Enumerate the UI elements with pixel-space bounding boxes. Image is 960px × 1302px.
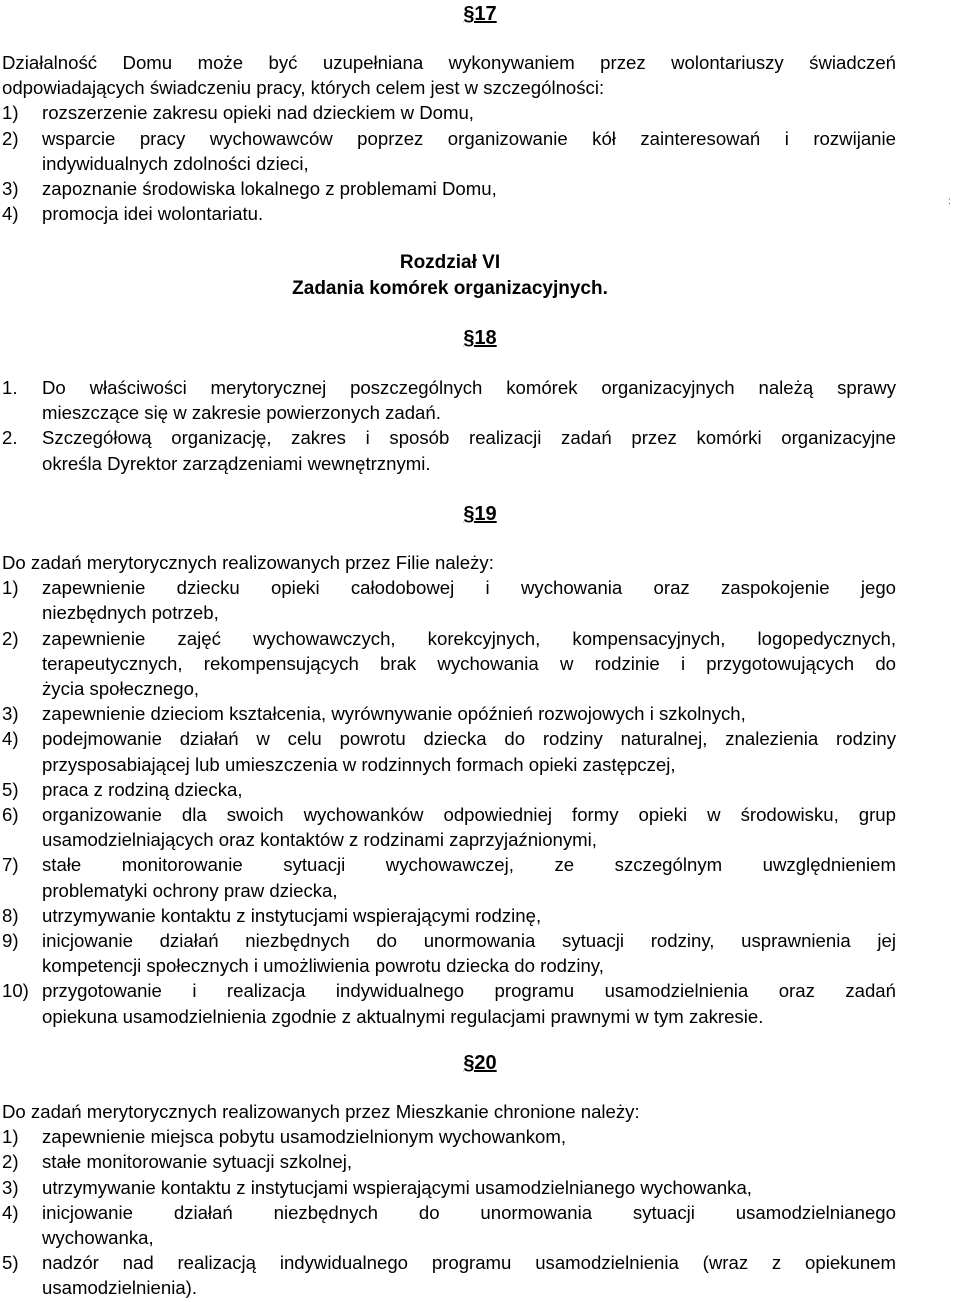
section-19-intro: Do zadań merytorycznych realizowanych przez Filie należy: xyxy=(2,552,494,573)
list-item-number: 2) xyxy=(2,627,19,649)
list-item-line: niezbędnych potrzeb, xyxy=(42,602,219,624)
list-item-line: problematyki ochrony praw dziecka, xyxy=(42,879,338,901)
list-item-text xyxy=(42,1124,896,1149)
list-item xyxy=(2,425,896,475)
list-item xyxy=(2,777,896,802)
list-item-number: 2) xyxy=(2,1151,19,1173)
list-item xyxy=(2,1149,896,1174)
list-item xyxy=(2,1175,896,1200)
section-19-number: §19 xyxy=(463,503,497,525)
list-item-line: wychowanka, xyxy=(42,1227,154,1249)
stray-mark: : xyxy=(948,196,951,207)
list-item-line: usamodzielniających oraz kontaktów z rodzinami zaprzyjaźnionymi, xyxy=(42,829,597,851)
list-item-number: 4) xyxy=(2,728,19,750)
list-item-text xyxy=(42,903,896,928)
list-item-text xyxy=(42,802,896,852)
list-item-line: promocja idei wolontariatu. xyxy=(42,203,264,225)
section-20-intro: Do zadań merytorycznych realizowanych przez Mieszkanie chronione należy: xyxy=(2,1101,640,1122)
list-item-line: zapewnienie zajęć wychowawczych, korekcyjnych, kompensacyjnych, logopedycznych, xyxy=(42,627,896,649)
list-item-line: przygotowanie i realizacja indywidualnego programu usamodzielnienia oraz zadań xyxy=(42,980,896,1002)
list-item-number: 5) xyxy=(2,778,19,800)
list-item-line: inicjowanie działań niezbędnych do unormowania sytuacji usamodzielnianego xyxy=(42,1201,896,1223)
list-item-text xyxy=(42,1175,896,1200)
section-17-intro-line-1: Działalność Domu może być uzupełniana wykonywaniem przez wolontariuszy świadczeń xyxy=(2,52,896,73)
list-item xyxy=(2,852,896,902)
list-item-number: 3) xyxy=(2,178,19,200)
section-18-body xyxy=(2,375,896,476)
list-item-text xyxy=(42,852,896,902)
list-item-number: 10) xyxy=(2,980,29,1002)
list-item-text xyxy=(42,100,896,125)
section-20-heading xyxy=(0,1051,960,1075)
list-item xyxy=(2,928,896,978)
list-item xyxy=(2,726,896,776)
section-19-heading xyxy=(0,502,960,526)
section-19-body xyxy=(2,550,896,1029)
list-item-line: inicjowanie działań niezbędnych do unormowania sytuacji rodziny, usprawnienia jej xyxy=(42,930,896,952)
list-item-text xyxy=(42,201,896,226)
list-item-line: nadzór nad realizacją indywidualnego programu usamodzielnienia (wraz z opiekunem xyxy=(42,1252,896,1274)
list-item-number: 4) xyxy=(2,203,19,225)
list-item xyxy=(2,1124,896,1149)
list-item-line: kompetencji społecznych i umożliwienia powrotu dziecka do rodziny, xyxy=(42,955,604,977)
list-item-line: zapewnienie dzieciom kształcenia, wyrównywanie opóźnień rozwojowych i szkolnych, xyxy=(42,703,746,725)
list-item-number: 3) xyxy=(2,1176,19,1198)
list-item-text xyxy=(42,375,896,425)
section-18-number: §18 xyxy=(463,327,497,349)
list-item xyxy=(2,626,896,702)
list-item-text xyxy=(42,701,896,726)
list-item xyxy=(2,903,896,928)
list-item-line: organizowanie dla swoich wychowanków odpowiedniej formy opieki w środowisku, grup xyxy=(42,804,896,826)
list-item-line: zapewnienie miejsca pobytu usamodzielnionym wychowankom, xyxy=(42,1126,566,1148)
list-item-line: terapeutycznych, rekompensujących brak wychowania w rodzinie i przygotowujących do xyxy=(42,652,896,674)
section-17-heading xyxy=(0,2,960,26)
list-item-number: 9) xyxy=(2,930,19,952)
list-item-number: 7) xyxy=(2,854,19,876)
list-item xyxy=(2,1200,896,1250)
list-item-line: stałe monitorowanie sytuacji szkolnej, xyxy=(42,1151,353,1173)
section-17-list xyxy=(2,100,896,226)
list-item-number: 4) xyxy=(2,1201,19,1223)
list-item xyxy=(2,100,896,125)
list-item xyxy=(2,575,896,625)
list-item-line: życia społecznego, xyxy=(42,678,200,700)
list-item-line: określa Dyrektor zarządzeniami wewnętrznymi. xyxy=(42,452,431,474)
list-item-number: 6) xyxy=(2,804,19,826)
list-item-line: wsparcie pracy wychowawców poprzez organizowanie kół zainteresowań i rozwijanie xyxy=(42,127,896,149)
list-item-number: 3) xyxy=(2,703,19,725)
list-item-line: stałe monitorowanie sytuacji wychowawczej, ze szczególnym uwzględnieniem xyxy=(42,854,896,876)
list-item-line: Do właściwości merytorycznej poszczególnych komórek organizacyjnych należą sprawy xyxy=(42,377,896,398)
section-20-number: §20 xyxy=(463,1052,497,1074)
list-item-number: 8) xyxy=(2,904,19,926)
list-item xyxy=(2,176,896,201)
list-item-line: indywidualnych zdolności dzieci, xyxy=(42,152,309,174)
chapter-subtitle: Zadania komórek organizacyjnych. xyxy=(292,278,608,299)
list-item-line: zapoznanie środowiska lokalnego z problemami Domu, xyxy=(42,178,497,200)
list-item-text xyxy=(42,626,896,702)
list-item-number: 1. xyxy=(2,377,18,398)
list-item-number: 1) xyxy=(2,577,19,599)
list-item-text xyxy=(42,425,896,475)
list-item-number: 1) xyxy=(2,102,19,124)
list-item-text xyxy=(42,126,896,176)
list-item-number: 5) xyxy=(2,1252,19,1274)
chapter-title: Rozdział VI xyxy=(399,252,501,273)
list-item-line: utrzymywanie kontaktu z instytucjami wspierającymi usamodzielnianego wychowanka, xyxy=(42,1176,752,1198)
list-item-line: zapewnienie dziecku opieki całodobowej i wychowania oraz zaspokojenie jego xyxy=(42,577,896,599)
list-item-number: 2) xyxy=(2,127,19,149)
list-item-text xyxy=(42,1149,896,1174)
list-item-text xyxy=(42,176,896,201)
list-item-text xyxy=(42,1250,896,1300)
list-item-line: opiekuna usamodzielnienia zgodnie z aktualnymi regulacjami prawnymi w tym zakresie. xyxy=(42,1005,764,1027)
list-item xyxy=(2,126,896,176)
list-item-line: przysposabiającej lub umieszczenia w rodzinnych formach opieki zastępczej, xyxy=(42,753,676,775)
list-item-line: Szczegółową organizację, zakres i sposób realizacji zadań przez komórki organizacyjne xyxy=(42,427,896,449)
list-item-text xyxy=(42,726,896,776)
list-item-text xyxy=(42,575,896,625)
list-item xyxy=(2,1250,896,1300)
section-19-list xyxy=(2,575,896,1029)
section-17-number: §17 xyxy=(463,3,497,25)
list-item-text xyxy=(42,928,896,978)
list-item xyxy=(2,701,896,726)
list-item xyxy=(2,802,896,852)
list-item-text xyxy=(42,978,896,1028)
list-item-line: podejmowanie działań w celu powrotu dziecka do rodziny naturalnej, znalezienia rodziny xyxy=(42,728,896,750)
section-20-body xyxy=(2,1099,896,1301)
section-18-heading xyxy=(0,326,960,350)
list-item-text xyxy=(42,777,896,802)
list-item xyxy=(2,375,896,425)
section-20-list xyxy=(2,1124,896,1300)
list-item-line: rozszerzenie zakresu opieki nad dzieckiem w Domu, xyxy=(42,102,474,124)
list-item-number: 2. xyxy=(2,427,18,449)
list-item-line: mieszczące się w zakresie powierzonych zadań. xyxy=(42,402,441,424)
section-17-body xyxy=(2,50,896,226)
list-item xyxy=(2,201,896,226)
section-18-list xyxy=(2,375,896,476)
list-item-text xyxy=(42,1200,896,1250)
list-item xyxy=(2,978,896,1028)
section-17-intro-line-2: odpowiadających świadczeniu pracy, których celem jest w szczególności: xyxy=(2,77,605,99)
list-item-number: 1) xyxy=(2,1126,19,1148)
list-item-line: utrzymywanie kontaktu z instytucjami wspierającymi rodzinę, xyxy=(42,904,542,926)
list-item-line: praca z rodziną dziecka, xyxy=(42,778,243,800)
list-item-line: usamodzielnienia). xyxy=(42,1277,198,1299)
